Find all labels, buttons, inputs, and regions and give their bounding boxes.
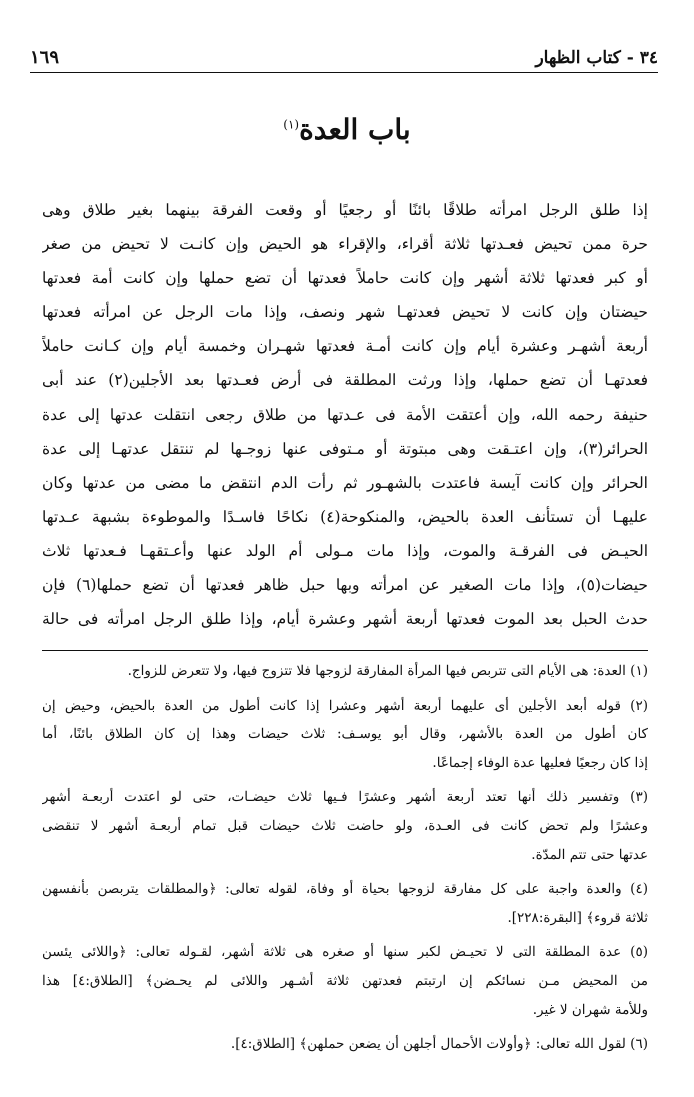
footnote: [42, 875, 648, 932]
page-header: [30, 40, 658, 68]
body-text-line: عليهـا أن تستأنف العدة بالحيض، والمنكوحة(٤) نكاحًا فاسـدًا والموطوءة بشبهة عـدتها: [42, 507, 648, 526]
footnote: [42, 783, 648, 869]
footnote-line: (٢) قوله أبعد الأجلين أى عليهما أربعة أشهر وعشرا إذا كانت أطول من العدة بالحيض، وحيض إن: [42, 697, 648, 714]
footnote: [42, 692, 648, 778]
footnote-line: (٤) والعدة واجبة على كل مفارقة لزوجها بحياة أو وفاة، لقوله تعالى: ﴿والمطلقات يتربصن بأنفسهن: [42, 881, 648, 898]
footnote-line: (٥) عدة المطلقة التى لا تحيـض لكبر سنها أو صغره هى ثلاثة أشهر، لقـوله تعالى: ﴿واللائى يئسن: [42, 944, 648, 961]
body-text-line: فعدتهـا أن تضع حملها، وإذا ورثت المطلقة فى أرض فعـدتها بعد الأجلين(٢) عند أبى: [42, 371, 648, 390]
body-text-line: الحرائر وإن كانت آيسة فاعتدت بالشهـور ثم رأت الدم انتقض ما مضى من عدتها وكان: [42, 473, 648, 492]
footnote-line: وللأمة شهران لا غير.: [532, 1001, 648, 1018]
body-text-line: حيضتان وإن كانت لا تحيض فعدتهـا شهر ونصف، وإذا مات الرجل عن امرأته فعدتها: [42, 303, 648, 322]
footnote-divider: [42, 650, 648, 651]
footnote-line: كان أطول من العدة بالأشهر، وقال أبو يوسـف: ثلاث حيضات وهذا إن كان الطلاق بائنًا، أما: [42, 726, 648, 743]
footnote: [42, 938, 648, 1024]
body-text-line: أو كبر فعدتها ثلاثة أشهر وإن كانت حاملاً فعدتها أن تضع حملها وإن كانت أمة فعدتها: [42, 269, 648, 288]
body-text-line: حرة ممن تحيض فعـدتها ثلاثة أقراء، والإقراء هو الحيض وإن كانـت لا تحيض من صغر: [42, 235, 648, 254]
footnote-line: (٣) وتفسير ذلك أنها تعتد أربعة أشهر وعشرًا فـيها ثلاث حيضـات، حتى لو اعتدت أربعـة أشهر: [42, 789, 648, 806]
footnotes-section: [42, 657, 648, 1065]
body-text-line: حنيفة رحمه الله، وإن أعتقت الأمة فى عـدتها من طلاق رجعى انتقلت عدتها إلى عدة: [42, 405, 648, 424]
footnote-line: (٦) لقول الله تعالى: ﴿وأولات الأحمال أجلهن أن يضعن حملهن﴾ [الطلاق:٤].: [230, 1036, 648, 1053]
chapter-title-footnote-ref: (١): [283, 117, 300, 132]
page-number: ١٦٩: [30, 47, 60, 68]
body-text-line: أربعة أشهـر وعشرة أيام وإن كانت أمـة فعدتها شهـران وخمسة أيام وإن كـانت حاملاً: [42, 337, 648, 356]
body-text-line: حدث الحبل بعد الموت فعدتها أربعة أشهر وعشرة أيام، وإذا طلق الرجل امرأته فى حالة: [42, 610, 648, 629]
footnote-line: عدتها حتى تتم المدّة.: [531, 846, 648, 863]
footnote-line: وعشرًا ولم تحض كانت فى العـدة، ولو حاضت ثلاث حيضات قبل تمام أربعـة أشهر لا تنقضى: [42, 817, 648, 834]
footnote: [42, 657, 648, 686]
body-text-line: الحرائر(٣)، وإن اعتـقت وهى مبتوتة أو مـتوفى عنها زوجـها لم تنتقل عدتهـا إلى عدة: [42, 439, 648, 458]
footnote-line: ثلاثة قروء﴾ [البقرة:٢٢٨].: [507, 909, 648, 926]
footnote-line: من المحيض مـن نسائكم إن ارتبتم فعدتهن ثلاثة أشـهر واللائى لم يحـضن﴾ [الطلاق:٤] هذا: [42, 972, 648, 989]
header-divider: [30, 72, 658, 73]
chapter-title: [0, 113, 694, 146]
footnote-line: (١) العدة: هى الأيام التى تتربص فيها المرأة المفارقة لزوجها فلا تتزوج فيها، ولا تتعرض للزواج.: [127, 663, 648, 679]
chapter-title-text: باب العدة: [299, 113, 411, 146]
footnote: [42, 1030, 648, 1059]
footnote-line: إذا كان رجعيًا فعليها عدة الوفاء إجماعًا.: [432, 754, 648, 771]
body-text-line: الحيـض فى الفرقـة والموت، وإذا مات مـولى أم الولد عنها وأعـتقهـا فـعدتها ثلاث: [42, 541, 648, 560]
running-header-title: ٣٤ - كتاب الظهار: [535, 48, 658, 68]
body-text-line: إذا طلق الرجل امرأته طلاقًا بائنًا أو رجعيًا أو وقعت الفرقة بينهما بغير طلاق وهى: [42, 201, 648, 219]
body-text-line: حيضات(٥)، وإذا مات الصغير عن امرأته وبها حبل ظاهر فعدتها أن تضع حملها(٦) فإن: [42, 576, 648, 595]
main-body-text: [42, 193, 648, 636]
